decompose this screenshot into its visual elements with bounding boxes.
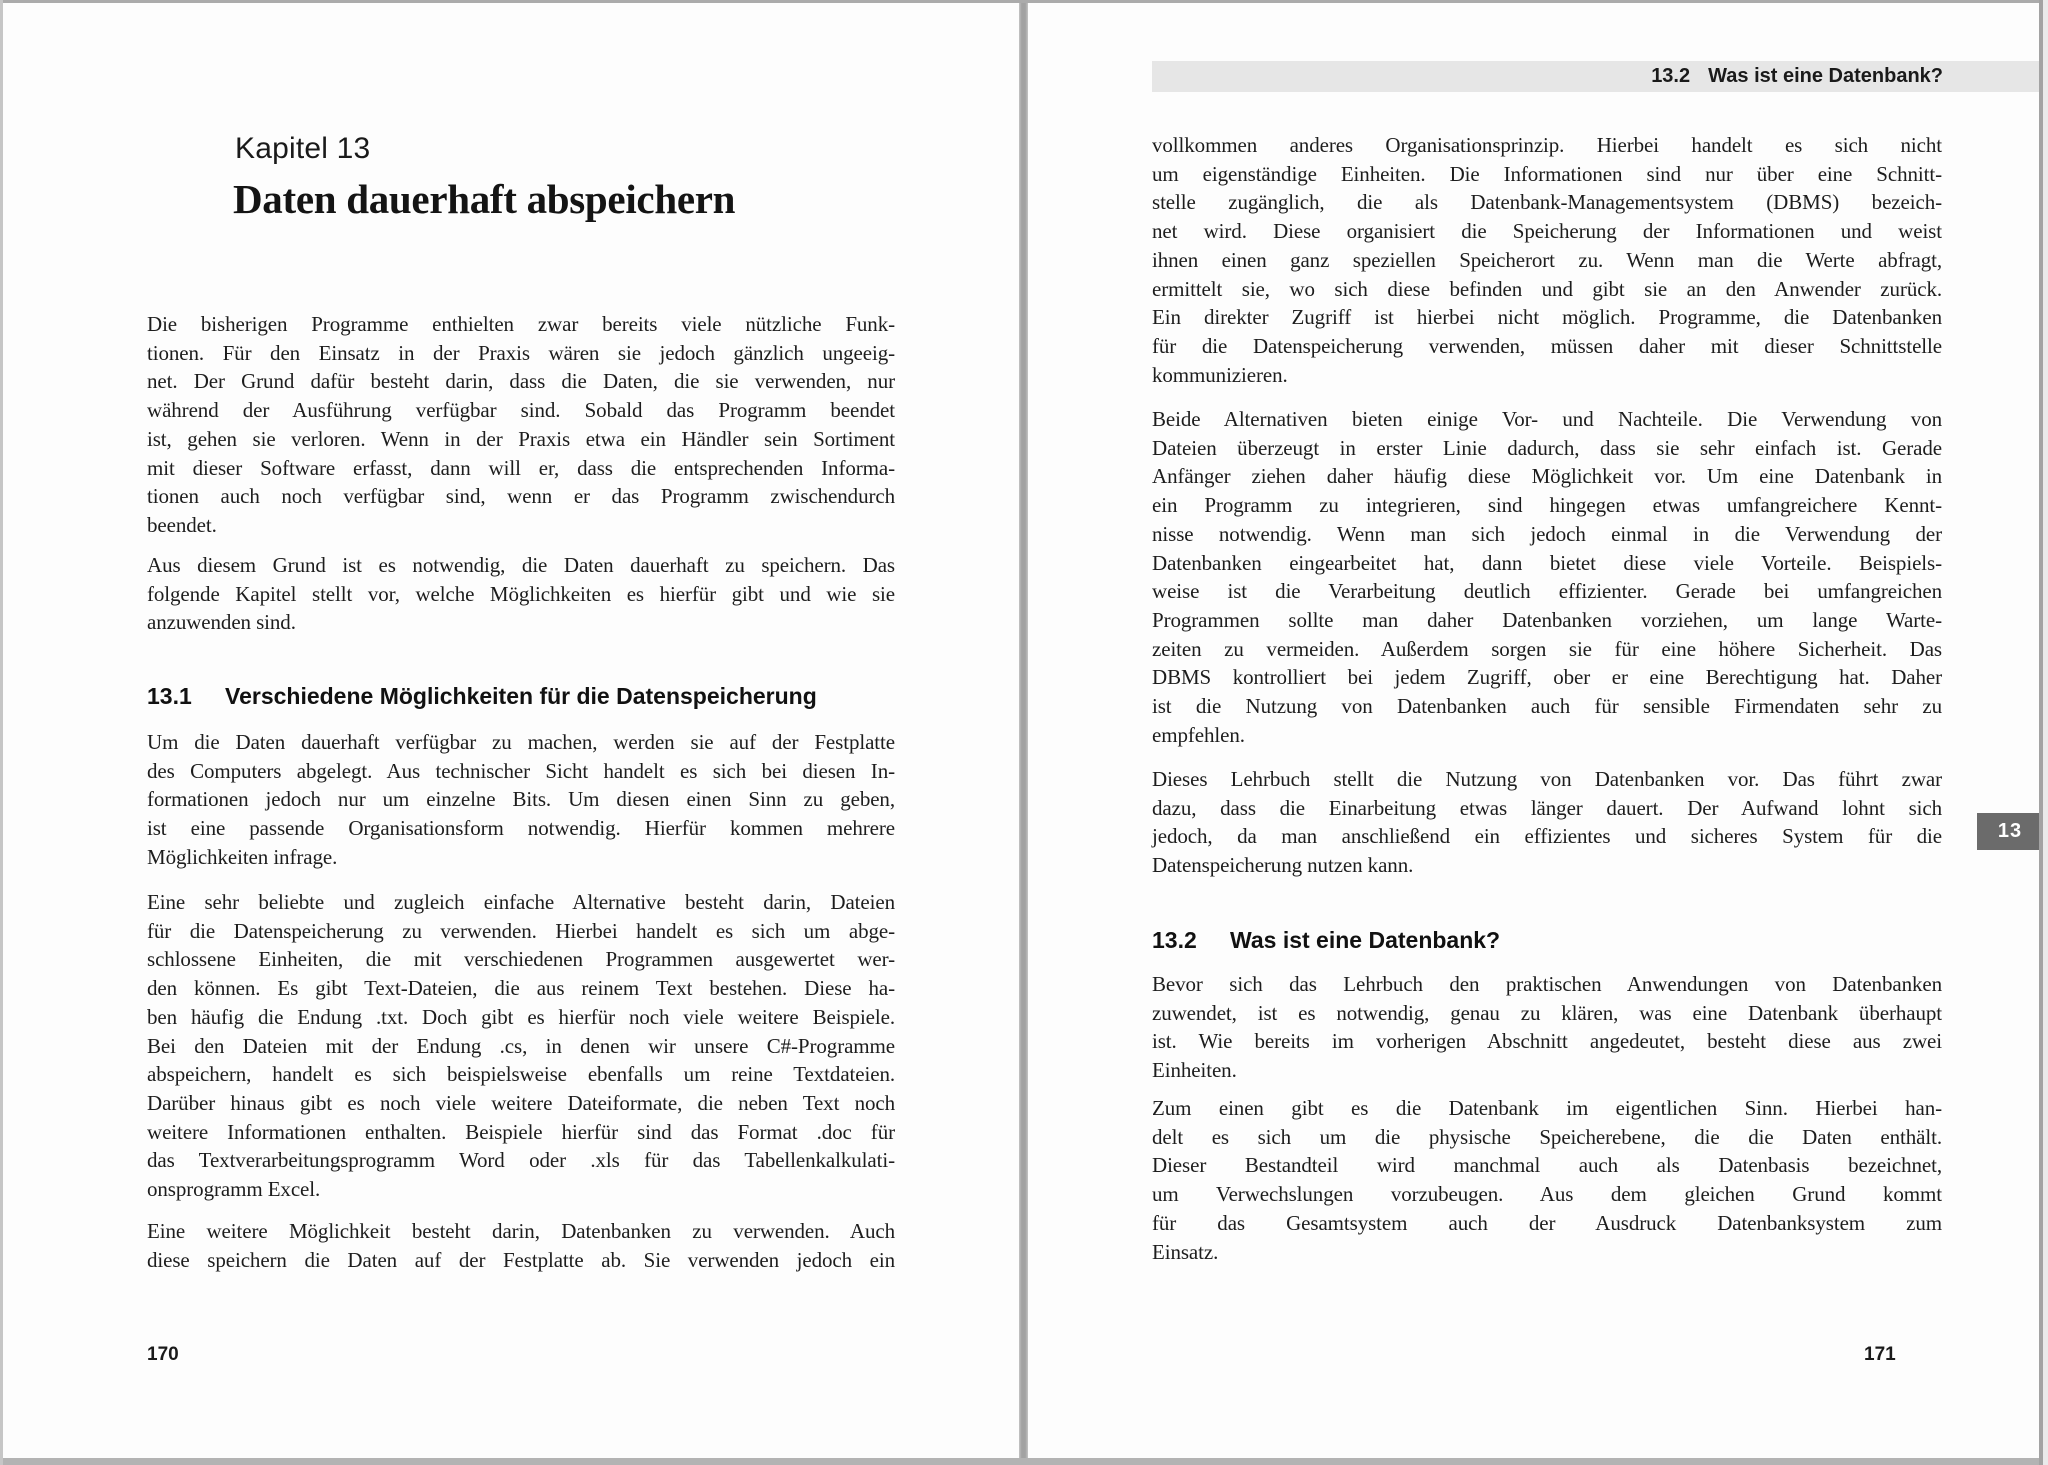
page-right (1028, 0, 2039, 1465)
scan-edge-right-pad (2043, 0, 2048, 1465)
body-paragraph: Aus diesem Grund ist es notwendig, die Daten dauerhaft zu speichern. Das folgende Kapitel stellt vor, welche Möglichkeiten es hierfür gibt und wie sie anzuwenden sind. (147, 553, 895, 635)
section-title: Was ist eine Datenbank? (1230, 927, 1501, 953)
page-gutter (1019, 0, 1028, 1465)
chapter-tab: 13 (1977, 813, 2043, 850)
running-header-number: 13.2 (1651, 65, 1691, 87)
body-paragraph: Um die Daten dauerhaft verfügbar zu machen, werden sie auf der Festplatte des Computers abgelegt. Aus technischer Sicht handelt es sich bei diesen In- formationen jedoch nur um einzelne Bits. Um diesen einen Sinn zu geben, ist eine passende Organisationsform notwendig. Hierfür kommen mehrere Möglichkeiten infrage. (147, 730, 895, 869)
body-paragraph: Eine sehr beliebte und zugleich einfache Alternative besteht darin, Dateien für die Datenspeicherung zu verwenden. Hierbei handelt es sich um abge- schlossene Einheiten, die mit verschiedenen Programmen ausgewertet wer- den können. Es gibt Text-Dateien, die aus reinem Text bestehen. Diese ha- ben häufig die Endung .txt. Doch gibt es hierfür noch viele weitere Beispiele. Bei den Dateien mit der Endung .cs, in denen wir unsere C#-Programme abspeichern, handelt es sich beispielsweise ebenfalls um reine Textdateien. Darüber hinaus gibt es noch viele weitere Dateiformate, die neben Text noch weitere Informationen enthalten. Beispiele hierfür sind das Format .doc für das Textverarbeitungsprogramm Word oder .xls für das Tabellenkalkulati- onsprogramm Excel. (147, 890, 895, 1202)
section-heading-13-1 (147, 682, 895, 710)
chapter-kicker: Kapitel 13 (235, 132, 371, 165)
chapter-title: Daten dauerhaft abspeichern (233, 176, 736, 222)
scan-edge-bottom (0, 1458, 2048, 1465)
scan-edge-top (0, 0, 2048, 3)
page-number-left: 170 (147, 1344, 179, 1365)
body-paragraph: Beide Alternativen bieten einige Vor- und Nachteile. Die Verwendung von Dateien überzeugt in erster Linie dadurch, dass sie sehr einfach ist. Gerade Anfänger ziehen daher häufig diese Möglichkeit vor. Um eine Datenbank in ein Programm zu integrieren, sind hingegen etwas umfangreichere Kennt- nisse notwendig. Wenn man sich jedoch einmal in die Verwendung der Datenbanken eingearbeitet hat, dann bietet diese viele Vorteile. Beispiels- weise ist die Verarbeitung deutlich effizienter. Gerade bei umfangreichen Programmen sollte man daher Datenbanken vorziehen, um lange Warte- zeiten zu vermeiden. Außerdem sorgen sie für eine höhere Sicherheit. Das DBMS kontrolliert bei jedem Zugriff, ober er eine Berechtigung hat. Daher ist die Nutzung von Datenbanken auch für sensible Firmendaten sehr zu empfehlen. (1152, 407, 1942, 747)
page-left (0, 0, 1019, 1465)
running-header-title: Was ist eine Datenbank? (1708, 65, 1943, 87)
section-number: 13.2 (1152, 927, 1197, 953)
body-paragraph: Zum einen gibt es die Datenbank im eigentlichen Sinn. Hierbei han- delt es sich um die physische Speicherebene, die die Daten enthält. Dieser Bestandteil wird manchmal auch als Datenbasis bezeichnet, um Verwechslungen vorzubeugen. Aus dem gleichen Grund kommt für das Gesamtsystem auch der Ausdruck Datenbanksystem zum Einsatz. (1152, 1096, 1942, 1264)
body-paragraph: Bevor sich das Lehrbuch den praktischen Anwendungen von Datenbanken zuwendet, ist es notwendig, genau zu klären, was eine Datenbank überhaupt ist. Wie bereits im vorherigen Abschnitt angedeutet, besteht diese aus zwei Einheiten. (1152, 972, 1942, 1083)
body-paragraph: Die bisherigen Programme enthielten zwar bereits viele nützliche Funk- tionen. Für den Einsatz in der Praxis wären sie jedoch gänzlich ungeeig- net. Der Grund dafür besteht darin, dass die Daten, die sie verwenden, nur während der Ausführung verfügbar sind. Sobald das Programm beendet ist, gehen sie verloren. Wenn in der Praxis etwa ein Händler sein Sortiment mit dieser Software erfasst, dann will er, dass die entsprechenden Informa- tionen auch noch verfügbar sind, wenn er das Programm zwischendurch beendet. (147, 312, 895, 537)
section-number: 13.1 (147, 683, 192, 709)
body-paragraph: Dieses Lehrbuch stellt die Nutzung von Datenbanken vor. Das führt zwar dazu, dass die Einarbeitung etwas länger dauert. Der Aufwand lohnt sich jedoch, da man anschließend ein effizientes und sicheres System für die Datenspeicherung nutzen kann. (1152, 767, 1942, 878)
section-heading-13-2 (1152, 926, 1942, 954)
scan-edge-left (0, 0, 3, 1465)
running-header (1152, 61, 2044, 92)
body-paragraph: vollkommen anderes Organisationsprinzip. Hierbei handelt es sich nicht um eigenständige Einheiten. Die Informationen sind nur über eine Schnitt- stelle zugänglich, die als Datenbank-Managementsystem (DBMS) bezeich- net wird. Diese organisiert die Speicherung der Informationen und weist ihnen einen ganz speziellen Speicherort zu. Wenn man die Werte abfragt, ermittelt sie, wo sich diese befinden und gibt sie an den Anwender zurück. Ein direkter Zugriff ist hierbei nicht möglich. Programme, die Datenbanken für die Datenspeicherung verwenden, müssen daher mit dieser Schnittstelle kommunizieren. (1152, 133, 1942, 387)
page-number-right: 171 (1864, 1344, 1896, 1365)
section-title: Verschiedene Möglichkeiten für die Datenspeicherung (225, 683, 817, 709)
body-paragraph: Eine weitere Möglichkeit besteht darin, Datenbanken zu verwenden. Auch diese speichern die Daten auf der Festplatte ab. Sie verwenden jedoch ein (147, 1219, 895, 1272)
